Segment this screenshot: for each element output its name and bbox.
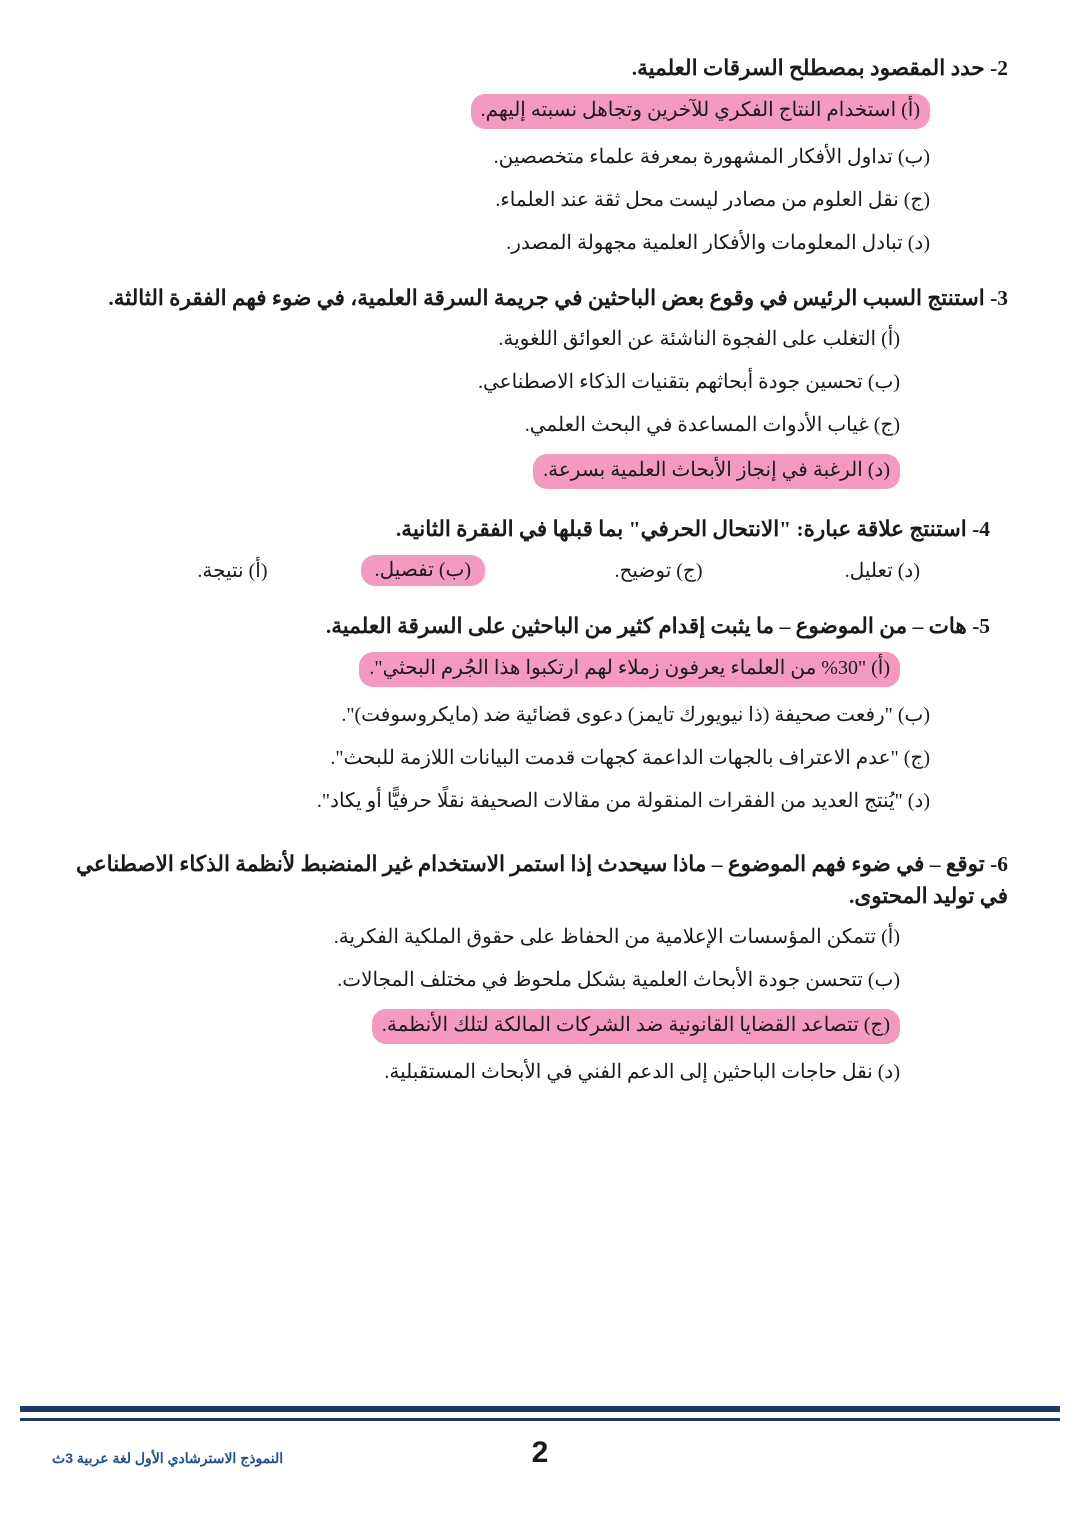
option-text: (ب) تحسين جودة أبحاثهم بتقنيات الذكاء الاصطناعي.: [478, 370, 900, 393]
option-row: [60, 555, 1020, 586]
option-item: [60, 186, 1020, 215]
question-stem: 2- حدد المقصود بمصطلح السرقات العلمية.: [631, 56, 1008, 80]
option-item: [60, 923, 1020, 952]
page-number: 2: [531, 1436, 549, 1469]
option-text: (د) "يُنتج العديد من الفقرات المنقولة من مقالات الصحيفة نقلًا حرفيًّا أو يكاد".: [316, 790, 930, 812]
option-item: [60, 229, 1020, 258]
option-text: (أ) "30% من العلماء يعرفون زملاء لهم ارتكبوا هذا الجُرم البحثي".: [359, 652, 900, 687]
option-text: (د) تعليل.: [844, 559, 920, 582]
option-item: [60, 1009, 1020, 1044]
question-stem: 3- استنتج السبب الرئيس في وقوع بعض الباحثين في جريمة السرقة العلمية، في ضوء فهم الفقرة الثالثة.: [108, 286, 1008, 311]
option-text: (ب) تتحسن جودة الأبحاث العلمية بشكل ملحوظ في مختلف المجالات.: [337, 968, 900, 991]
footer-brand-text: النموذج الاسترشادي الأول لغة عربية 3ث: [52, 1450, 284, 1466]
option-item: [278, 555, 496, 586]
option-item: [60, 454, 1020, 489]
option-text: (ج) غياب الأدوات المساعدة في البحث العلمي.: [524, 413, 900, 436]
option-item: [60, 143, 1020, 172]
option-text: (أ) التغلب على الفجوة الناشئة عن العوائق اللغوية.: [498, 327, 900, 350]
option-item: [60, 558, 278, 583]
question-block-5: [60, 610, 1020, 816]
option-text: (د) الرغبة في إنجاز الأبحاث العلمية بسرعة.: [533, 454, 900, 489]
option-text: (أ) تتمكن المؤسسات الإعلامية من الحفاظ على حقوق الملكية الفكرية.: [333, 925, 900, 948]
option-item: [60, 966, 1020, 995]
option-text: (ج) توضيح.: [614, 559, 703, 582]
option-item: [495, 558, 713, 583]
option-text: (ب) تداول الأفكار المشهورة بمعرفة علماء متخصصين.: [493, 146, 930, 169]
option-item: [713, 558, 961, 583]
question-stem: 5- هات – من الموضوع – ما يثبت إقدام كثير من الباحثين على السرقة العلمية.: [325, 613, 990, 638]
question-stem: 6- توقع – في ضوء فهم الموضوع – ماذا سيحدث إذا استمر الاستخدام غير المنضبط لأنظمة الذكاء الاصطناعي في توليد المحتوى.: [75, 852, 1008, 909]
option-item: [60, 94, 1020, 129]
question-stem: 4- استنتج علاقة عبارة: "الانتحال الحرفي" بما قبلها في الفقرة الثانية.: [395, 516, 990, 541]
option-item: [60, 368, 1020, 397]
option-item: [60, 325, 1020, 354]
footer-rule-bottom: [20, 1418, 1060, 1421]
option-item: [60, 787, 1020, 816]
question-block-4: [60, 513, 1020, 586]
option-text: (د) نقل حاجات الباحثين إلى الدعم الفني في الأبحاث المستقبلية.: [384, 1060, 900, 1083]
option-text: (ج) نقل العلوم من مصادر ليست محل ثقة عند العلماء.: [495, 189, 930, 212]
option-item: [60, 411, 1020, 440]
option-text: (أ) نتيجة.: [197, 559, 268, 582]
question-block-3: [60, 282, 1020, 488]
option-text: (أ) استخدام النتاج الفكري للآخرين وتجاهل نسبته إليهم.: [471, 94, 930, 129]
option-text: (د) تبادل المعلومات والأفكار العلمية مجهولة المصدر.: [506, 232, 930, 255]
question-block-6: [60, 848, 1020, 1087]
footer-brand: [52, 1450, 283, 1467]
question-block-2: [60, 52, 1020, 258]
option-text: (ب) "رفعت صحيفة (ذا نيويورك تايمز) دعوى قضائية ضد (مايكروسوفت)".: [341, 704, 930, 726]
option-text: (ب) تفصيل.: [361, 555, 485, 586]
option-item: [60, 744, 1020, 773]
footer-rule-top: [20, 1406, 1060, 1412]
option-text: (ج) "عدم الاعتراف بالجهات الداعمة كجهات قدمت البيانات اللازمة للبحث".: [330, 747, 930, 769]
page-footer: [0, 1398, 1080, 1528]
option-item: [60, 701, 1020, 730]
option-item: [60, 1058, 1020, 1087]
option-item: [60, 652, 1020, 687]
option-text: (ج) تتصاعد القضايا القانونية ضد الشركات المالكة لتلك الأنظمة.: [372, 1009, 900, 1044]
